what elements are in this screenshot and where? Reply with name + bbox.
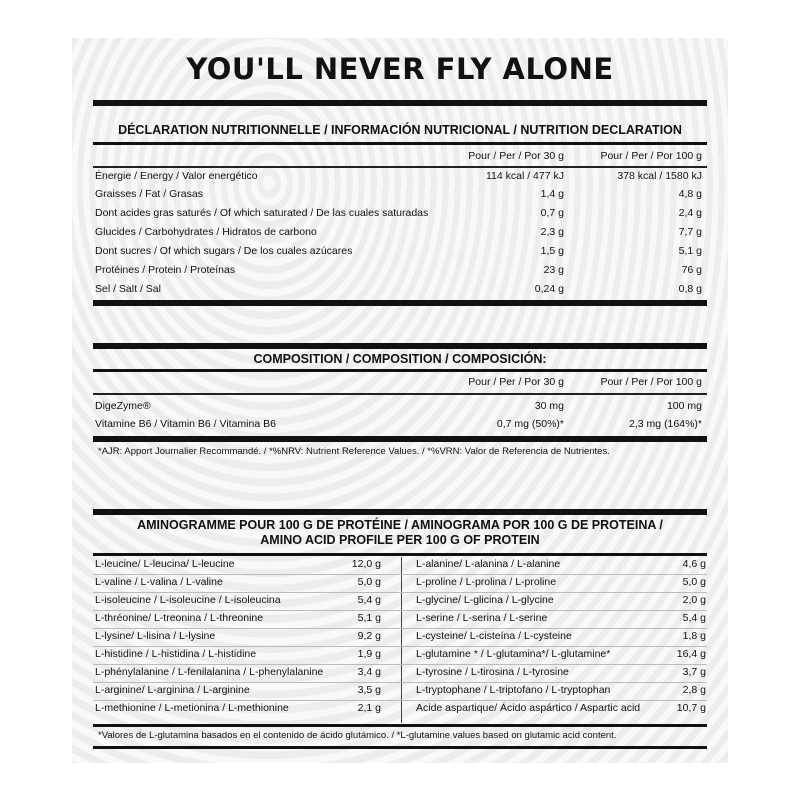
amino-label: L-leucine/ L-leucina/ L-leucine [95, 558, 235, 570]
amino-label: L-arginine/ L-arginina / L-arginine [95, 684, 250, 696]
amino-label: L-serine / L-serina / L-serine [416, 612, 548, 624]
composition-row: Vitamine B6 / Vitamin B6 / Vitamina B6 0,7 mg (50%)* 2,3 mg (164%)* [95, 418, 702, 430]
row-separator [93, 628, 707, 629]
divider-thick [93, 343, 707, 349]
divider-thick [93, 100, 707, 106]
amino-value: 4,6 g [682, 558, 706, 570]
amino-value: 12,0 g [351, 558, 381, 570]
amino-value: 10,7 g [676, 702, 706, 714]
amino-value: 2,8 g [682, 684, 706, 696]
amino-label: L-lysine/ L-lisina / L-lysine [95, 630, 216, 642]
amino-header-line1: AMINOGRAMME POUR 100 G DE PROTÉINE / AMINOGRAMA POR 100 G DE PROTEINA / [137, 518, 663, 532]
nutrition-row: Glucides / Carbohydrates / Hidratos de carbono 2,3 g 7,7 g [95, 226, 702, 238]
col-header-30g: Pour / Per / Por 30 g [468, 376, 564, 388]
amino-header-line2: AMINO ACID PROFILE PER 100 G OF PROTEIN [260, 533, 540, 547]
amino-label: L-isoleucine / L-isoleucine / L-isoleucina [95, 594, 281, 606]
nutrition-row: Énergie / Energy / Valor energético 114 kcal / 477 kJ 378 kcal / 1580 kJ [95, 170, 702, 182]
amino-label: L-cysteine/ L-cisteína / L-cysteine [416, 630, 572, 642]
amino-value: 3,4 g [357, 666, 381, 678]
divider-thick [93, 300, 707, 306]
row-separator [93, 574, 707, 575]
row-separator [93, 592, 707, 593]
divider [93, 724, 707, 727]
composition-footnote: *AJR: Apport Journalier Recommandé. / *%NRV: Nutrient Reference Values. / *%VRN: Valor de Referencia de Nutrientes. [98, 446, 610, 457]
composition-header: COMPOSITION / COMPOSITION / COMPOSICIÓN: [253, 352, 547, 366]
row-separator [93, 700, 707, 701]
amino-label: L-proline / L-prolina / L-proline [416, 576, 557, 588]
amino-value: 5,4 g [682, 612, 706, 624]
amino-label: Acide aspartique/ Ácido aspártico / Aspartic acid [416, 702, 641, 714]
row-separator [93, 610, 707, 611]
amino-label: L-histidine / L-histidina / L-histidine [95, 648, 257, 660]
amino-value: 3,7 g [682, 666, 706, 678]
row-separator [93, 664, 707, 665]
amino-value: 9,2 g [357, 630, 381, 642]
amino-value: 3,5 g [357, 684, 381, 696]
col-header-100g: Pour / Per / Por 100 g [600, 150, 702, 162]
amino-label: L-glutamine * / L-glutamina*/ L-glutamine* [416, 648, 611, 660]
nutrition-row: Graisses / Fat / Grasas 1,4 g 4,8 g [95, 188, 702, 200]
nutrition-row: Dont sucres / Of which sugars / De los cuales azúcares 1,5 g 5,1 g [95, 245, 702, 257]
column-divider [401, 557, 402, 723]
composition-column-headers [93, 376, 707, 394]
amino-label: L-valine / L-valina / L-valine [95, 576, 223, 588]
amino-row [95, 702, 381, 720]
amino-value: 2,1 g [357, 702, 381, 714]
col-header-30g: Pour / Per / Por 30 g [468, 150, 564, 162]
col-header-100g: Pour / Per / Por 100 g [600, 376, 702, 388]
nutrition-header: DÉCLARATION NUTRITIONNELLE / INFORMACIÓN NUTRICIONAL / NUTRITION DECLARATION [118, 123, 682, 137]
divider [93, 369, 707, 372]
amino-footnote: *Valores de L-glutamina basados en el contenido de ácido glutámico. / *L-glutamine values based on glutamic acid content. [98, 730, 617, 741]
amino-value: 1,9 g [357, 648, 381, 660]
row-separator [93, 682, 707, 683]
amino-value: 5,4 g [357, 594, 381, 606]
divider [93, 393, 707, 395]
amino-label: L-alanine/ L-alanina / L-alanine [416, 558, 561, 570]
amino-value: 16,4 g [676, 648, 706, 660]
nutrition-row: Sel / Salt / Sal 0,24 g 0,8 g [95, 283, 702, 295]
divider [93, 166, 707, 168]
row-separator [93, 646, 707, 647]
amino-value: 5,0 g [357, 576, 381, 588]
amino-value: 5,0 g [682, 576, 706, 588]
amino-label: L-thréonine/ L-treonina / L-threonine [95, 612, 264, 624]
amino-value: 5,1 g [357, 612, 381, 624]
amino-label: L-glycine/ L-glicina / L-glycine [416, 594, 554, 606]
amino-label: L-phénylalanine / L-fenilalanina / L-phenylalanine [95, 666, 324, 678]
composition-row: DigeZyme® 30 mg 100 mg [95, 400, 702, 412]
divider [93, 142, 707, 145]
divider-thick [93, 509, 707, 515]
amino-value: 1,8 g [682, 630, 706, 642]
page-title: YOU'LL NEVER FLY ALONE [186, 52, 614, 86]
amino-label: L-tyrosine / L-tirosina / L-tyrosine [416, 666, 569, 678]
amino-row [416, 702, 706, 720]
divider [93, 746, 707, 749]
nutrition-row: Dont acides gras saturés / Of which saturated / De las cuales saturadas 0,7 g 2,4 g [95, 207, 702, 219]
nutrition-row: Protéines / Protein / Proteínas 23 g 76 g [95, 264, 702, 276]
divider [93, 553, 707, 556]
amino-label: L-methionine / L-metionina / L-methionine [95, 702, 289, 714]
amino-label: L-tryptophane / L-triptofano / L-tryptophan [416, 684, 611, 696]
amino-value: 2,0 g [682, 594, 706, 606]
divider-thick [93, 436, 707, 442]
